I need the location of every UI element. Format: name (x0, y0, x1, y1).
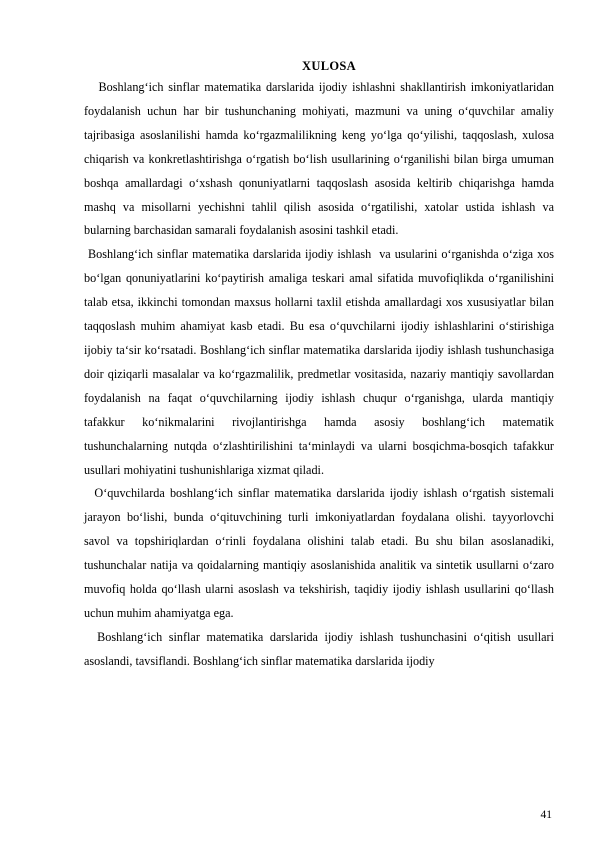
paragraph-1: Boshlang‘ich sinflar matematika darslarida ijodiy ishlashni shakllantirish imkoniyatlaridan foydalanish uchun har bir tushunchaning mohiyati, mazmuni va uning o‘quvchilar amaliy tajribasiga asoslanilishi hamda ko‘rgazmalilikning keng yo‘lga qo‘yilishi, taqqoslash, xulosa chiqarish va konkretlashtirishga o‘rgatish bo‘lish usullarining o‘rganilishi bilan birga umuman boshqa amallardagi o‘xshash qonuniyatlarni taqqoslash asosida keltirib chiqarishga hamda mashq va misollarni yechishni tahlil qilish asosida o‘rgatilishi, xatolar ustida ishlash va bularning barchasidan samarali foydalanish asosini tashkil etadi. (84, 80, 558, 238)
paragraph-4: Boshlang‘ich sinflar matematika darslarida ijodiy ishlash tushunchasini o‘qitish usullari asoslandi, tavsiflandi. Boshlang‘ich sinflar matematika darslarida ijodiy (84, 629, 558, 668)
page-number: 41 (540, 809, 552, 821)
paragraph-2: Boshlang‘ich sinflar matematika darslarida ijodiy ishlash va usularini o‘rganishda o‘ziga xos bo‘lgan qonuniyatlarini ko‘paytirish amaliga teskari amal sifatida muvofiqlikda o‘rganilishini talab etsa, ikkinchi tomondan maxsus hollarni taxlil etishda amallardagi xos xususiyatlar bilan taqqoslash muhim ahamiyat kasb etadi. Bu esa o‘quvchilarni ijodiy ishlashlarini o‘stirishiga ijobiy ta‘sir ko‘rsatadi. Boshlang‘ich sinflar matematika darslarida ijodiy ishlash tushunchasiga doir qiziqarli masalalar va ko‘rgazmalilik, predmetlar vositasida, nazariy mantiqiy savollardan foydalanish na faqat o‘quvchilarning ijodiy ishlash chuqur o‘rganishga, ularda mantiqiy tafakkur ko‘nikmalarini rivojlantirishga hamda asosiy boshlang‘ich matematik tushunchalarning nutqda o‘zlashtirilishini ta‘minlaydi va ularni bosqichma-bosqich tafakkur usullari mohiyatini tushunishlariga xizmat qiladi. (84, 247, 558, 477)
page-title: XULOSA (302, 59, 356, 73)
paragraph-3: O‘quvchilarda boshlang‘ich sinflar matematika darslarida ijodiy ishlash o‘rgatish sistemali jarayon bo‘lishi, bunda o‘qituvchining turli imkoniyatlardan foydalana olishi. tayyorlovchi savol va topshiriqlardan o‘rinli foydalana olishini talab etadi. Bu shu bilan asoslanadiki, tushunchalar natija va qoidalarning mantiqiy asoslanishida analitik va sintetik usullarni o‘zaro muvofiq holda qo‘llash ularni asoslash va tekshirish, taqidiy ijodiy ishlash usullarini qo‘llash uchun muhim ahamiyatga ega. (84, 486, 558, 620)
page-content (84, 56, 558, 674)
